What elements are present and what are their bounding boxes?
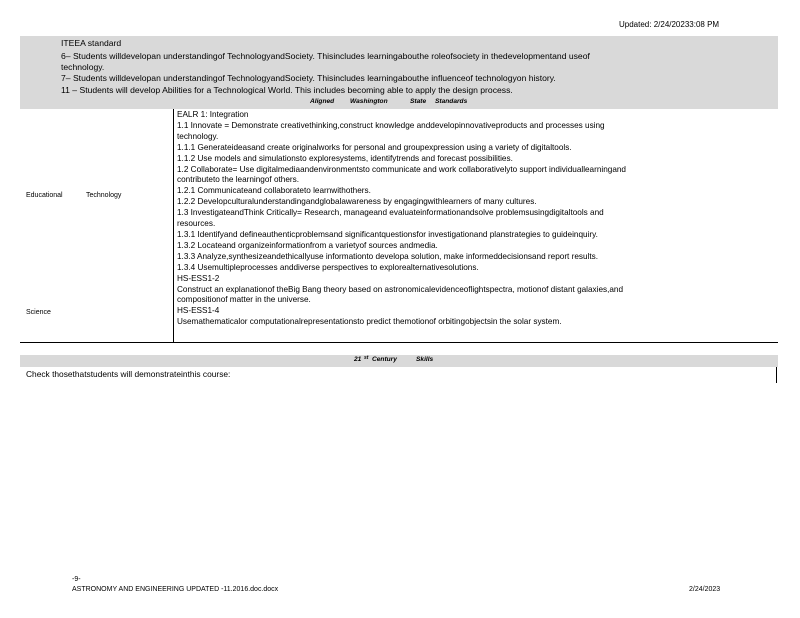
content-line: HS-ESS1-2 [177, 273, 220, 283]
content-line: contributeto the learningof others. [177, 175, 299, 185]
skills-heading-word: 21 [354, 356, 362, 363]
skills-table-border [776, 367, 777, 383]
content-line: compositionof matter in the universe. [177, 295, 311, 305]
skills-heading-word: Skills [416, 356, 434, 363]
content-line: 1.2 Collaborate= Use digitalmediaandenvironmentsto communicate and work collaborativelyto support individuallearningand [177, 164, 626, 174]
standards-box [20, 36, 778, 109]
standard-line: 7– Students willdevelopan understandingof TechnologyandSociety. Thisincludes learningabouthe influenceof technologyon history. [61, 73, 556, 83]
standard-line: 11 – Students will develop Abilities for a Technological World. This includes becoming able to apply the design process. [61, 85, 513, 95]
content-line: 1.3.3 Analyze,synthesizeandethicallyuse informationto developa solution, make informeddecisionsand report results. [177, 251, 598, 261]
content-line: 1.3.4 Usemultipleprocesses anddiverse perspectives to explorealternativesolutions. [177, 262, 479, 272]
standards-content [177, 110, 777, 328]
row-label: Science [26, 309, 51, 316]
updated-timestamp: Updated: 2/24/20233:08 PM [619, 20, 720, 29]
row-label: Technology [86, 192, 122, 199]
content-line: resources. [177, 219, 216, 229]
standard-line: technology. [61, 62, 105, 72]
content-line: 1.3 InvestigateandThink Critically= Research, manageand evaluateinformationandsolve problemsusingdigitaltools and [177, 208, 604, 218]
skills-heading-word: st [364, 355, 369, 361]
content-line: 1.3.1 Identifyand defineauthenticproblemsand significantquestionsfor investigationand planstrategies to guideinquiry. [177, 229, 598, 239]
skills-instruction: Check thosethatstudents will demonstrateinthis course: [26, 369, 231, 379]
content-line: technology. [177, 131, 219, 141]
skills-heading-bar [20, 355, 778, 367]
content-line: 1.1 Innovate = Demonstrate creativethinking,construct knowledge anddevelopinnovativeproducts and processes using [177, 120, 605, 130]
page-number: -9- [72, 576, 81, 583]
content-line: Construct an explanationof theBig Bang theory based on astronomicalevidenceoflightspectra, motionof distant galaxies,and [177, 284, 624, 294]
subheading-word: Standards [435, 98, 468, 105]
subheading-word: Aligned [310, 98, 335, 105]
standard-line: ITEEA standard [61, 38, 122, 48]
content-line: 1.1.2 Use models and simulationsto exploresystems, identifytrends and forecast possibilities. [177, 153, 513, 163]
standards-table [20, 109, 778, 343]
row-label: Educational [26, 192, 63, 199]
content-line: EALR 1: Integration [177, 110, 249, 119]
standard-line: 6– Students willdevelopan understandingof TechnologyandSociety. Thisincludes learningabouthe roleofsociety in thedevelopmentand useof [61, 51, 590, 61]
footer-date: 2/24/2023 [689, 586, 721, 593]
content-line: 1.1.1 Generateideasand create originalworks for personal and groupexpression using a variety of digitaltools. [177, 142, 572, 152]
content-line: 1.3.2 Locateand organizeinformationfrom a varietyof sources andmedia. [177, 240, 438, 250]
footer-filename: ASTRONOMY AND ENGINEERING UPDATED -11.2016.doc.docx [72, 586, 279, 593]
skills-heading-word: Century [372, 356, 397, 363]
content-line: 1.2.2 Developculturalunderstandingandglobalawareness by engagingwithlearners of many cultures. [177, 197, 537, 207]
column-divider [173, 109, 174, 342]
content-line: Usemathematicalor computationalrepresentationsto predict themotionof orbitingobjectsin the solar system. [177, 317, 562, 327]
content-line: HS-ESS1-4 [177, 306, 220, 316]
content-line: 1.2.1 Communicateand collaborateto learnwithothers. [177, 186, 371, 196]
subheading-word: Washington [350, 98, 388, 105]
subheading-word: State [410, 98, 427, 105]
